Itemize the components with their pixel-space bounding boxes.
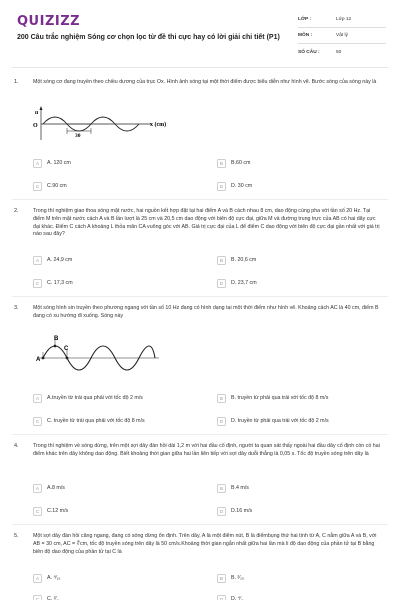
meta-key: LỚP : [298, 17, 312, 22]
meta-value: Lớp 12 [336, 17, 352, 22]
option-text: B. ²⁄₁₅ [231, 575, 245, 581]
option-letter-box: C [33, 279, 42, 288]
option-text: A.8 m/s [47, 485, 65, 491]
option-c[interactable] [33, 415, 145, 427]
option-letter-box: A [33, 394, 42, 403]
meta-table [298, 12, 386, 60]
option-letter-box: C [33, 182, 42, 191]
question-number: 4. [14, 443, 19, 449]
option-d[interactable] [217, 593, 244, 600]
document-title: 200 Câu trắc nghiệm Sóng cơ chọn lọc từ đề thi cực hay có lời giải chi tiết (P1) [17, 34, 280, 41]
option-a[interactable] [33, 392, 143, 404]
option-letter-box: D [217, 279, 226, 288]
option-text: A. ⁴⁄₁₅ [47, 575, 61, 581]
meta-key: MÔN : [298, 33, 313, 38]
question-divider [12, 296, 388, 297]
tick-label: 30 [75, 133, 81, 139]
question-number: 1. [14, 79, 19, 85]
option-d[interactable] [217, 277, 257, 289]
option-text: D. 23,7 cm [231, 280, 257, 286]
option-text: B.60 cm [231, 160, 251, 166]
wave-figure-3 [33, 328, 163, 382]
question-divider [12, 199, 388, 200]
point-b-label: B [54, 336, 59, 342]
question-number: 2. [14, 208, 19, 214]
document-header [0, 0, 400, 66]
option-text: C. 17,3 cm [47, 280, 73, 286]
option-text: C. truyền từ trái qua phải với tốc độ 8 m/s [47, 418, 145, 424]
option-b[interactable] [217, 572, 244, 584]
option-text: D. 30 cm [231, 183, 253, 189]
option-letter-box: C [33, 417, 42, 426]
option-letter-box: B [217, 484, 226, 493]
option-b[interactable] [217, 392, 328, 404]
question-text: Trong thí nghiệm giao thoa sóng mặt nước, hai nguồn kết hợp đặt tại hai điểm A và B cách nhau 8 cm, dao động cùng pha với tần số 20 Hz. Tại điểm M trên mặt nước cách A và B lần lượt là 25 cm và 20,5 cm dao động với biên độ cực đại, giữa M và đường trung trực của AB có hai dãy cực đại khác. Điểm C cách A khoảng L thỏa mãn CA vuông góc với AB. Giá trị cực đại của L để điểm C dao động với biên độ cực đại gần nhất với giá trị nào sau đây? [33, 208, 380, 238]
meta-value: 50 [336, 49, 342, 55]
meta-row-subject [298, 28, 386, 44]
question-text: Trong thí nghiệm về sóng dừng, trên một sợi dây đàn hồi dài 1,2 m với hai đầu cố định, người ta quan sát thấy ngoài hai đầu dây cố định còn có hai điểm khác trên dây không dao động. Biết khoảng thời gian giữa hai lần liên tiếp với sợi dây duỗi thẳng là 0,05 s. Tốc độ truyền sóng trên dây là [33, 443, 380, 457]
question-text: Một sợi dây đàn hồi căng ngang, đang có sóng dừng ổn định. Trên dây, A là một điểm nút, B là điểmbụng thứ hai tính từ A, C nằm giữa A và B, với AB = 30 cm, AC = ∜cm, tốc độ truyền sóng trên dây là 50 cm/s.Khoảng thời gian ngắn nhất giữa hai lần mà li độ dao động của phần tử tại B bằng biên độ dao động của phần tử tại C là [33, 533, 377, 555]
option-c[interactable] [33, 180, 67, 192]
question-divider [12, 524, 388, 525]
question-number: 3. [14, 305, 19, 311]
option-letter-box: D [217, 417, 226, 426]
u-axis-label: u [35, 110, 39, 116]
option-text: A.truyền từ trái qua phải với tốc độ 2 m/s [47, 395, 143, 401]
origin-label: O [33, 123, 38, 129]
option-letter-box: B [217, 256, 226, 265]
question-text: Một sóng hình sin truyền theo phương ngang với tần số 10 Hz đang có hình dạng tại một thời điểm như hình vẽ. Khoảng cách AC là 40 cm, điểm B đang có xu hướng đi xuống. Sóng này [33, 305, 379, 319]
option-text: A. 120 cm [47, 160, 71, 166]
option-c[interactable] [33, 277, 73, 289]
quizizz-logo: QUIZIZZ [17, 14, 81, 29]
option-text: D. truyền từ phải qua trái với tốc độ 2 m/s [231, 418, 329, 424]
option-letter-box: A [33, 484, 42, 493]
option-letter-box: D [217, 507, 226, 516]
option-b[interactable] [217, 482, 249, 494]
option-text: B. 20,6 cm [231, 257, 257, 263]
option-letter-box: A [33, 159, 42, 168]
option-d[interactable] [217, 505, 252, 517]
option-text: C.12 m/s [47, 508, 69, 514]
question-divider [12, 434, 388, 435]
option-c[interactable] [33, 505, 68, 517]
option-letter-box: D [217, 182, 226, 191]
option-text: D.16 m/s [231, 508, 253, 514]
wave-figure-1 [33, 106, 193, 142]
option-b[interactable] [217, 157, 250, 169]
option-letter-box: C [33, 595, 42, 600]
option-text: C. ²⁄₋ [47, 596, 60, 600]
meta-value: Vật lý [336, 33, 348, 38]
question-text: Một sóng cơ đang truyền theo chiều dương của trục Ox. Hình ảnh sóng tại một thời điểm được biểu diễn như hình vẽ. Bước sóng của sóng này là [33, 79, 377, 85]
option-a[interactable] [33, 482, 65, 494]
option-letter-box: A [33, 574, 42, 583]
option-letter-box: B [217, 394, 226, 403]
option-text: D. ⁴⁄₋ [231, 596, 244, 600]
option-c[interactable] [33, 593, 59, 600]
option-letter-box: C [33, 507, 42, 516]
option-letter-box: D [217, 595, 226, 600]
meta-key: SỐ CÂU : [298, 49, 320, 55]
meta-row-count [298, 44, 386, 60]
option-letter-box: B [217, 159, 226, 168]
point-c-label: C [64, 346, 69, 352]
meta-row-class [298, 12, 386, 28]
option-letter-box: B [217, 574, 226, 583]
option-text: B. truyền từ phải qua trái với tốc độ 8 m/s [231, 395, 329, 401]
option-b[interactable] [217, 254, 256, 266]
option-d[interactable] [217, 180, 252, 192]
option-a[interactable] [33, 254, 72, 266]
option-text: C.90 cm [47, 183, 67, 189]
option-text: B.4 m/s [231, 485, 249, 491]
point-a-label: A [36, 357, 41, 363]
header-divider [12, 67, 388, 68]
option-text: A. 24,9 cm [47, 257, 73, 263]
option-a[interactable] [33, 157, 71, 169]
option-d[interactable] [217, 415, 329, 427]
option-a[interactable] [33, 572, 61, 584]
option-letter-box: A [33, 256, 42, 265]
x-axis-label: x (cm) [150, 122, 167, 128]
question-number: 5. [14, 533, 19, 539]
